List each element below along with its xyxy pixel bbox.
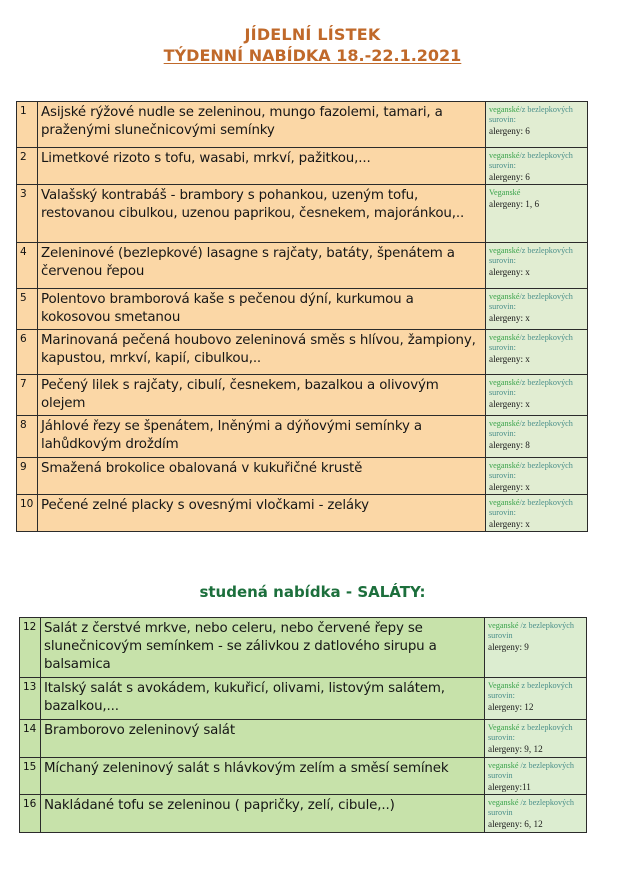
menu-row: [17, 458, 588, 495]
item-number: 3: [17, 185, 38, 243]
gluten-free-label: /z bezlepkových surovin:: [489, 461, 573, 480]
vegan-label: Veganské: [488, 681, 520, 690]
menu-row: [17, 243, 588, 289]
item-number: 13: [20, 678, 41, 720]
item-number: 15: [20, 758, 41, 795]
menu-row: [17, 185, 588, 243]
item-number: 16: [20, 795, 41, 833]
item-diet-info: [485, 618, 587, 678]
item-number: 10: [17, 495, 38, 532]
menu-title: JÍDELNÍ LÍSTEK: [244, 25, 381, 44]
item-diet-info: [486, 243, 588, 289]
item-number: 8: [17, 416, 38, 458]
item-number: 6: [17, 330, 38, 375]
allergens-label: alergeny: 8: [489, 440, 530, 450]
allergens-label: alergeny: 1, 6: [489, 199, 540, 209]
item-description: Marinovaná pečená houbovo zeleninová směs s hlívou, žampiony, kapustou, mrkví, kapií, cibulkou,..: [38, 330, 486, 375]
gluten-free-label: /z bezlepkových surovin:: [489, 292, 573, 311]
vegan-label: veganské: [489, 151, 520, 160]
gluten-free-label: /z bezlepkových surovin:: [489, 151, 573, 170]
item-description: Míchaný zeleninový salát s hlávkovým zelím a směsí semínek: [41, 758, 485, 795]
item-diet-info: [486, 330, 588, 375]
item-description: Valašský kontrabáš - brambory s pohankou, uzeným tofu, restovanou cibulkou, uzenou paprikou, česnekem, majoránkou,..: [38, 185, 486, 243]
gluten-free-label: /z bezlepkových surovin:: [489, 246, 573, 265]
allergens-label: alergeny: 6, 12: [488, 819, 543, 829]
item-diet-info: [485, 758, 587, 795]
allergens-label: alergeny: x: [489, 519, 530, 529]
vegan-label: veganské: [489, 105, 520, 114]
item-diet-info: [486, 416, 588, 458]
item-diet-info: [486, 375, 588, 416]
gluten-free-label: /z bezlepkových surovin:: [489, 498, 573, 517]
menu-row: [17, 330, 588, 375]
item-diet-info: [486, 102, 588, 148]
hot-menu-table: [16, 101, 588, 532]
menu-row: [17, 495, 588, 532]
item-description: Nakládané tofu se zeleninou ( papričky, zelí, cibule,..): [41, 795, 485, 833]
allergens-label: alergeny: 9, 12: [488, 744, 543, 754]
item-number: 1: [17, 102, 38, 148]
menu-row: [17, 102, 588, 148]
item-diet-info: [485, 720, 587, 758]
allergens-label: alergeny: x: [489, 399, 530, 409]
item-description: Bramborovo zeleninový salát: [41, 720, 485, 758]
salad-menu-table: [19, 617, 587, 833]
vegan-label: veganské: [489, 378, 520, 387]
menu-row: [20, 720, 587, 758]
vegan-label: Veganské: [488, 723, 520, 732]
item-diet-info: [486, 185, 588, 243]
item-description: Limetkové rizoto s tofu, wasabi, mrkví, pažitkou,...: [38, 148, 486, 185]
item-diet-info: [486, 458, 588, 495]
vegan-label: veganské: [489, 461, 520, 470]
item-description: Pečený lilek s rajčaty, cibulí, česnekem, bazalkou a olivovým olejem: [38, 375, 486, 416]
menu-row: [17, 375, 588, 416]
vegan-label: veganské: [488, 798, 519, 807]
menu-row: [20, 678, 587, 720]
menu-row: [20, 618, 587, 678]
gluten-free-label: z bezlepkových surovin:: [488, 723, 573, 742]
gluten-free-label: /z bezlepkových surovin: [488, 621, 574, 640]
menu-row: [17, 148, 588, 185]
vegan-label: veganské: [489, 292, 520, 301]
gluten-free-label: /z bezlepkových surovin:: [489, 105, 573, 124]
item-description: Jáhlové řezy se špenátem, lněnými a dýňovými semínky a lahůdkovým droždím: [38, 416, 486, 458]
item-description: Italský salát s avokádem, kukuřicí, olivami, listovým salátem, bazalkou,...: [41, 678, 485, 720]
item-number: 12: [20, 618, 41, 678]
vegan-label: veganské: [489, 498, 520, 507]
item-description: Smažená brokolice obalovaná v kukuřičné krustě: [38, 458, 486, 495]
week-subtitle: TÝDENNÍ NABÍDKA 18.-22.1.2021: [163, 46, 462, 65]
item-diet-info: [485, 795, 587, 833]
allergens-label: alergeny: 6: [489, 126, 530, 136]
vegan-label: veganské: [489, 246, 520, 255]
menu-row: [17, 416, 588, 458]
menu-row: [17, 289, 588, 330]
item-number: 4: [17, 243, 38, 289]
gluten-free-label: /z bezlepkových surovin: [488, 798, 574, 817]
allergens-label: alergeny: x: [489, 482, 530, 492]
allergens-label: alergeny: 12: [488, 702, 534, 712]
gluten-free-label: z bezlepkových surovin:: [488, 681, 573, 700]
item-diet-info: [486, 289, 588, 330]
allergens-label: alergeny: x: [489, 354, 530, 364]
cold-menu-title: studená nabídka - SALÁTY:: [199, 583, 426, 601]
item-description: Polentovo bramborová kaše s pečenou dýní, kurkumou a kokosovou smetanou: [38, 289, 486, 330]
allergens-label: alergeny:11: [488, 782, 531, 792]
allergens-label: alergeny: x: [489, 313, 530, 323]
item-description: Asijské rýžové nudle se zeleninou, mungo fazolemi, tamari, a praženými slunečnicovými semínky: [38, 102, 486, 148]
menu-row: [20, 758, 587, 795]
vegan-label: veganské: [489, 333, 520, 342]
allergens-label: alergeny: 9: [488, 642, 529, 652]
allergens-label: alergeny: 6: [489, 172, 530, 182]
item-number: 5: [17, 289, 38, 330]
item-diet-info: [486, 148, 588, 185]
item-description: Salát z čerstvé mrkve, nebo celeru, nebo červené řepy se slunečnicovým semínkem - se zálivkou z datlového sirupu a balsamica: [41, 618, 485, 678]
item-description: Zeleninové (bezlepkové) lasagne s rajčaty, batáty, špenátem a červenou řepou: [38, 243, 486, 289]
vegan-label: veganské: [489, 419, 520, 428]
gluten-free-label: /z bezlepkových surovin:: [489, 333, 573, 352]
item-number: 9: [17, 458, 38, 495]
item-number: 2: [17, 148, 38, 185]
menu-row: [20, 795, 587, 833]
vegan-label: Veganské: [489, 188, 521, 197]
item-description: Pečené zelné placky s ovesnými vločkami - zeláky: [38, 495, 486, 532]
item-number: 14: [20, 720, 41, 758]
vegan-label: veganské: [488, 621, 519, 630]
allergens-label: alergeny: x: [489, 267, 530, 277]
item-number: 7: [17, 375, 38, 416]
gluten-free-label: /z bezlepkových surovin:: [489, 419, 573, 438]
vegan-label: veganské: [488, 761, 519, 770]
item-diet-info: [486, 495, 588, 532]
gluten-free-label: /z bezlepkových surovin: [488, 761, 574, 780]
item-diet-info: [485, 678, 587, 720]
gluten-free-label: /z bezlepkových surovin:: [489, 378, 573, 397]
